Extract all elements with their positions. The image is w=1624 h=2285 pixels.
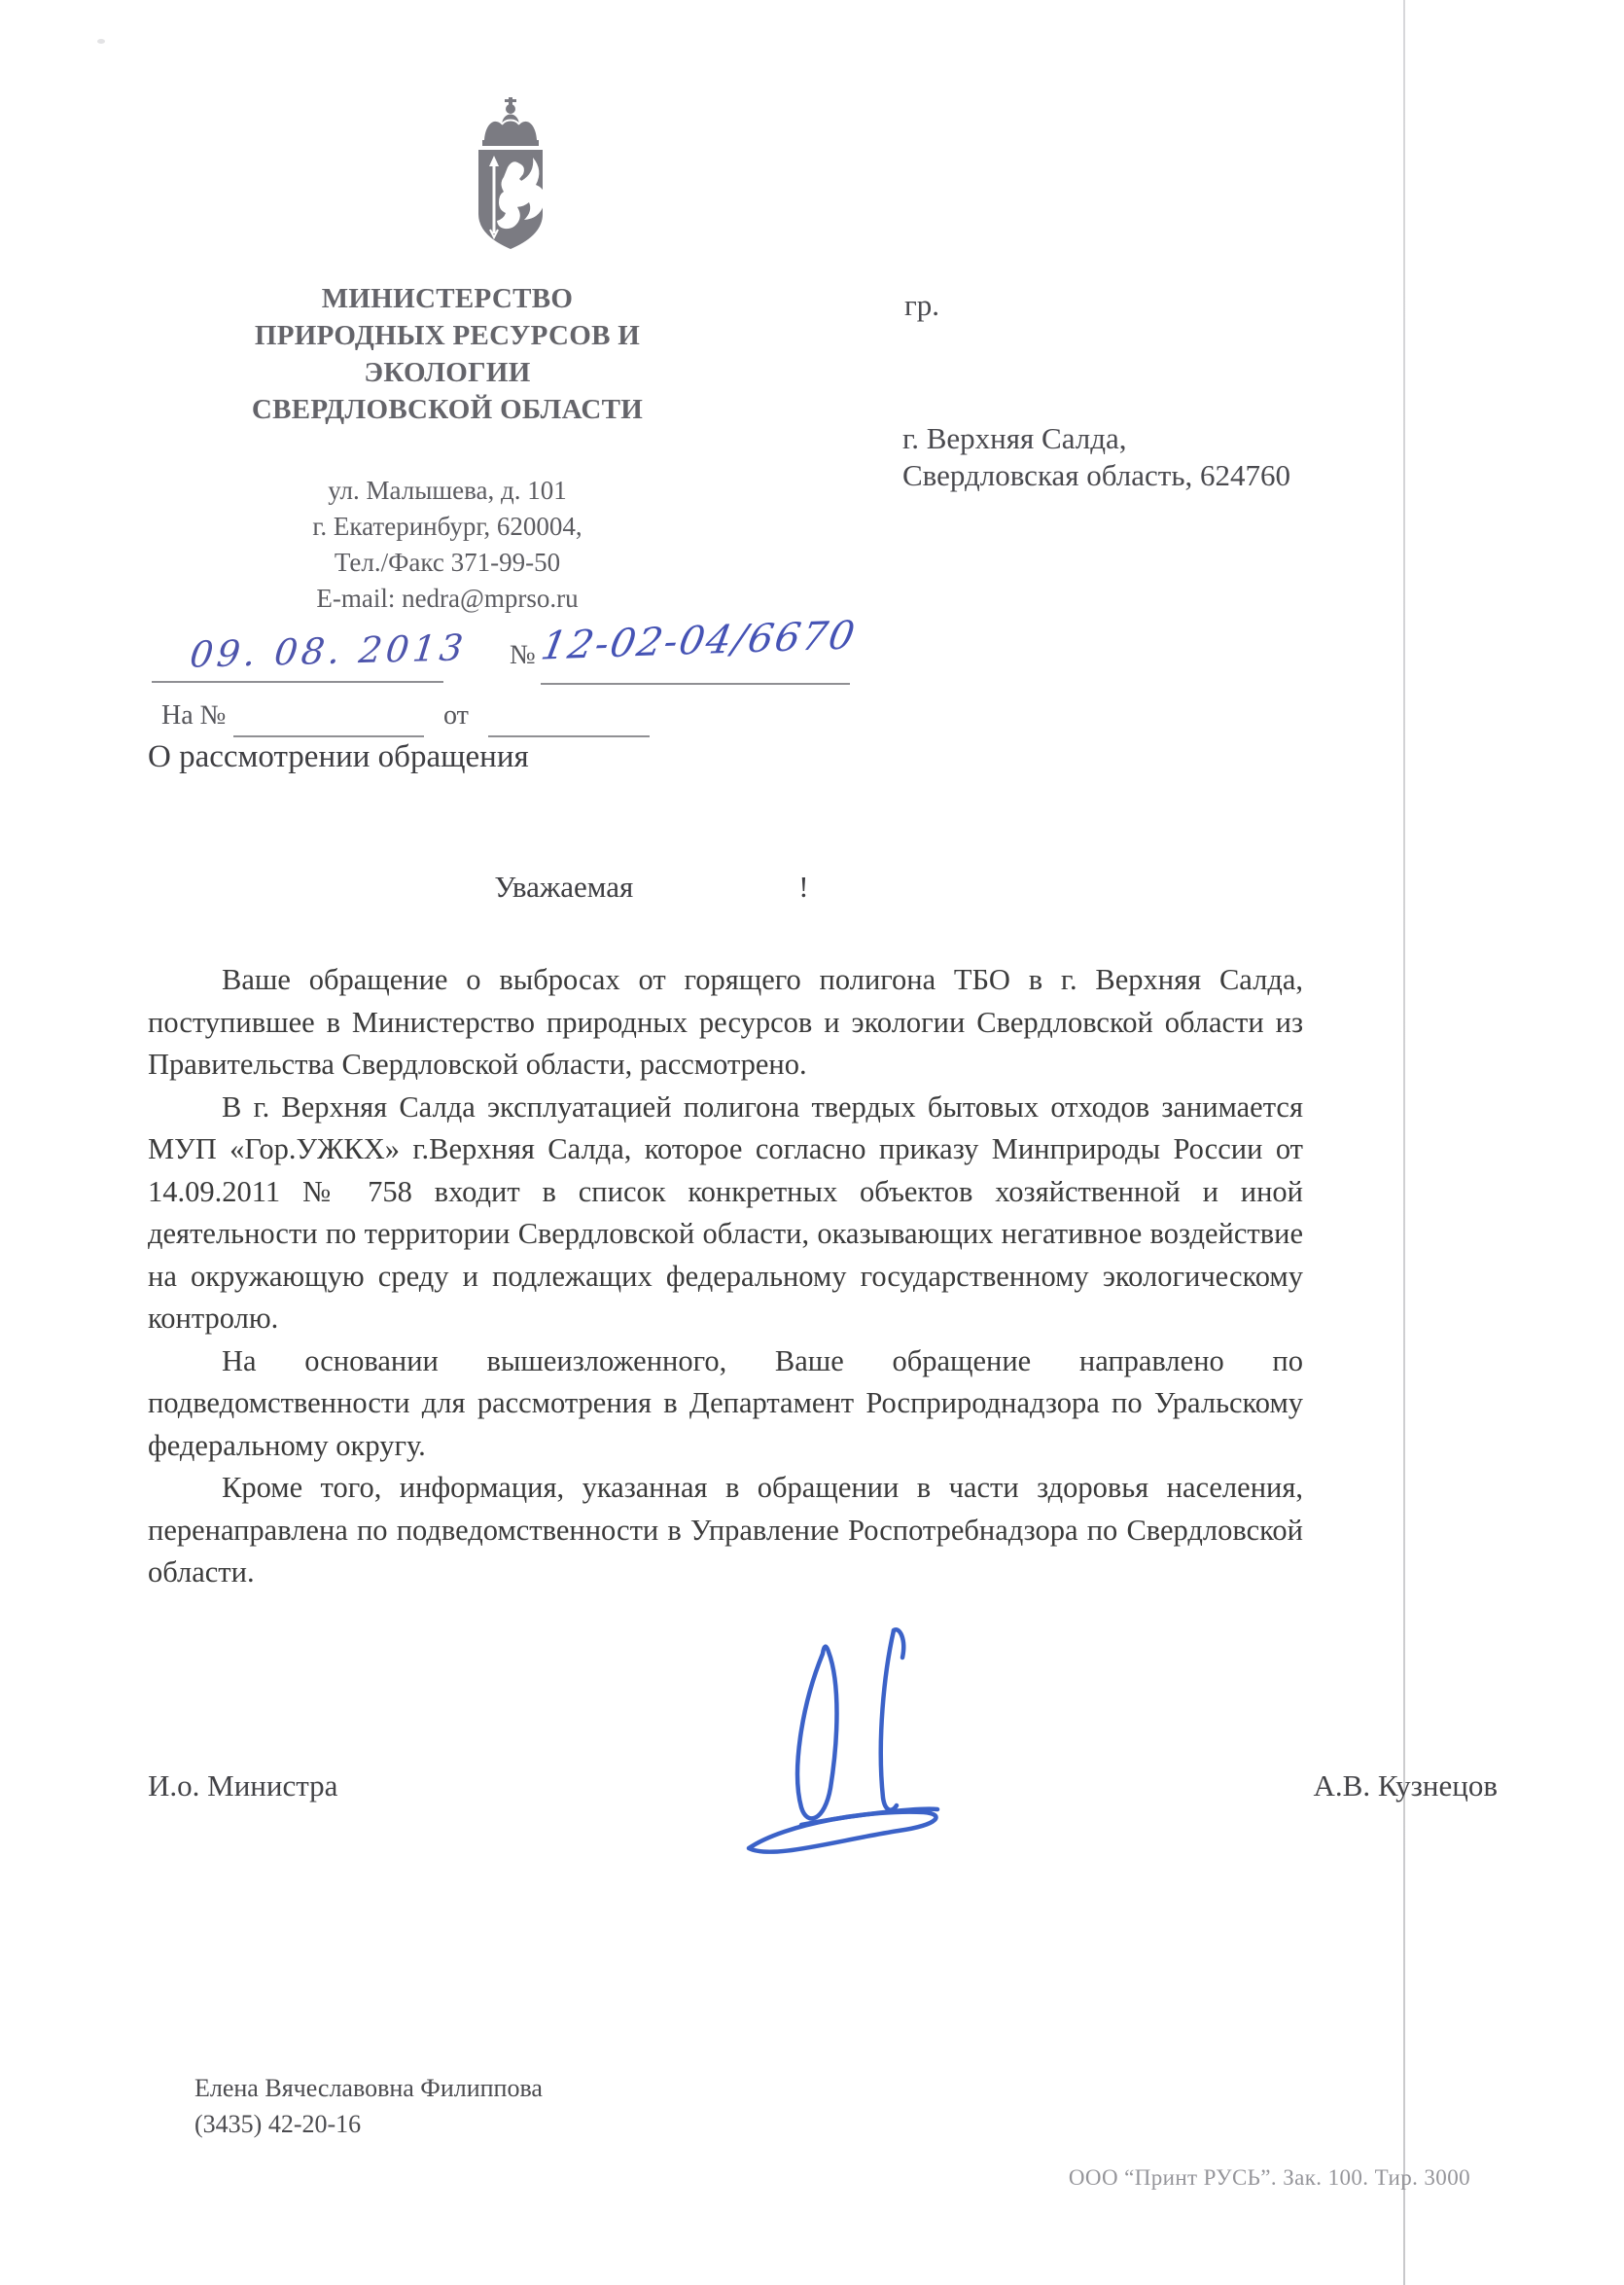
reply-reference-label: На № bbox=[161, 700, 227, 731]
signatory-position: И.о. Министра bbox=[148, 1768, 338, 1803]
ministry-name-line: МИНИСТЕРСТВО bbox=[321, 283, 574, 314]
print-info: ООО “Принт РУСЬ”. Зак. 100. Тир. 3000 bbox=[1068, 2165, 1470, 2190]
address-line: Тел./Факс 371-99-50 bbox=[334, 548, 561, 577]
address-line: г. Екатеринбург, 620004, bbox=[312, 512, 583, 541]
body-paragraph: Кроме того, информация, указанная в обращении в части здоровья населения, перенаправлена по подведомственности в Управление Роспотребнадзора по Свердловской области. bbox=[148, 1471, 1303, 1589]
redacted-name-gap bbox=[633, 870, 798, 905]
outgoing-date-handwritten: 09. 08. 2013 bbox=[188, 626, 470, 676]
reply-date-blank bbox=[488, 735, 650, 737]
recipient-address bbox=[902, 420, 1408, 494]
coat-of-arms-emblem bbox=[465, 95, 556, 261]
scan-artifact-line bbox=[1403, 0, 1405, 2285]
executor-phone: (3435) 42-20-16 bbox=[194, 2110, 362, 2138]
salutation-exclamation: ! bbox=[798, 870, 809, 904]
outgoing-number-handwritten: 12-02-04/6670 bbox=[537, 613, 861, 669]
executor-block bbox=[194, 2070, 543, 2142]
ministry-name-line: ЭКОЛОГИИ bbox=[364, 357, 531, 388]
ministry-name bbox=[126, 280, 768, 428]
recipient-city: г. Верхняя Салда, bbox=[902, 421, 1127, 455]
ministry-name-line: ПРИРОДНЫХ РЕСУРСОВ И bbox=[254, 320, 641, 351]
signatory-name: А.В. Кузнецов bbox=[1313, 1768, 1498, 1803]
body-paragraph: В г. Верхняя Салда эксплуатацией полигона твердых бытовых отходов занимается МУП «Гор.УЖКХ» г.Верхняя Салда, которое согласно приказу Минприроды России от 14.09.2011 № 758 входит в список конкретных объектов хозяйственной и иной деятельности по территории Свердловской области, оказывающих негативное воздействие на окружающую среду и подлежащих федеральному государственному экологическому контролю. bbox=[148, 1089, 1303, 1335]
subject-line: О рассмотрении обращения bbox=[148, 739, 529, 774]
letter-body bbox=[148, 959, 1303, 1594]
address-line: E-mail: nedra@mprso.ru bbox=[316, 584, 579, 613]
ministry-name-line: СВЕРДЛОВСКОЙ ОБЛАСТИ bbox=[251, 394, 644, 425]
executor-name: Елена Вячеславовна Филиппова bbox=[194, 2074, 543, 2102]
recipient-region: Свердловская область, 624760 bbox=[902, 458, 1290, 492]
body-paragraph: На основании вышеизложенного, Ваше обращение направлено по подведомственности для рассмотрения в Департамент Росприроднадзора по Уральскому федеральному округу. bbox=[148, 1343, 1303, 1462]
recipient-prefix: гр. bbox=[904, 288, 939, 322]
reply-from-label: от bbox=[443, 700, 469, 731]
body-paragraph: Ваше обращение о выбросах от горящего полигона ТБО в г. Верхняя Салда, поступившее в Министерство природных ресурсов и экологии Свердловской области из Правительства Свердловской области, рассмотрено. bbox=[148, 963, 1303, 1081]
outgoing-number-label: № bbox=[510, 640, 536, 670]
date-underline bbox=[152, 681, 443, 683]
salutation-text: Уважаемая bbox=[494, 870, 634, 904]
number-underline bbox=[541, 683, 850, 685]
reply-number-blank bbox=[233, 735, 424, 737]
ministry-address bbox=[126, 473, 768, 617]
signature-autograph bbox=[692, 1623, 994, 1871]
scan-artifact-speck bbox=[97, 39, 105, 44]
salutation bbox=[0, 870, 1303, 905]
address-line: ул. Малышева, д. 101 bbox=[328, 476, 567, 505]
